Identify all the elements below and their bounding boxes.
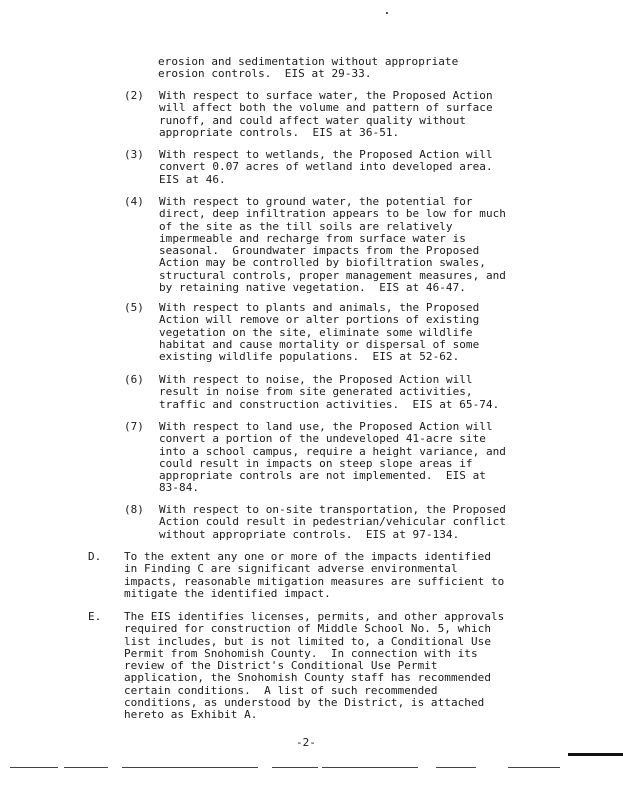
item-text: With respect to noise, the Proposed Action will result in noise from site generated activities, traffic and construction activities. EIS at 65-74. xyxy=(159,373,500,411)
item-text: With respect to plants and animals, the Proposed Action will remove or alter portions of existing vegetation on the site, eliminate some wildlife habitat and cause mortality or dispersal of some existing wildlife populations. EIS at 52-62. xyxy=(159,301,480,364)
item-number: (2) xyxy=(124,89,144,102)
item-number: (6) xyxy=(124,373,144,386)
scan-bottom-line xyxy=(272,767,318,768)
item-text: With respect to land use, the Proposed Action will convert a portion of the undeveloped 41-acre site into a school campus, require a height variance, and could result in impacts on steep slope areas if appropriate controls are not implemented. EIS at 83-84. xyxy=(159,420,506,495)
scan-speck xyxy=(386,12,388,14)
item-number: (8) xyxy=(124,503,144,516)
scan-bottom-line xyxy=(64,767,108,768)
scan-bottom-line xyxy=(322,767,418,768)
section-text: To the extent any one or more of the impacts identified in Finding C are significant adverse environmental impacts, reasonable mitigation measures are sufficient to mitigate the identified impact. xyxy=(124,550,505,600)
section-letter: E. xyxy=(88,610,102,623)
item-number: (5) xyxy=(124,301,144,314)
item-number: (7) xyxy=(124,420,144,433)
item-number: (4) xyxy=(124,195,144,208)
continuation-paragraph: erosion and sedimentation without appropriate erosion controls. EIS at 29-33. xyxy=(158,55,459,81)
item-text: With respect to surface water, the Proposed Action will affect both the volume and pattern of surface runoff, and could affect water quality without appropriate controls. EIS at 36-51. xyxy=(159,89,493,139)
scan-bottom-line xyxy=(10,767,58,768)
item-text: With respect to on-site transportation, the Proposed Action could result in pedestrian/vehicular conflict without appropriate controls. EIS at 97-134. xyxy=(159,503,506,541)
section-text: The EIS identifies licenses, permits, and other approvals required for construction of Middle School No. 5, which list includes, but is not limited to, a Conditional Use Permit from Snohomish County. In connection with its review of the District's Conditional Use Permit application, the Snohomish County staff has recommended certain conditions. A list of such recommended conditions, as understood by the District, is attached hereto as Exhibit A. xyxy=(124,610,505,722)
scan-bottom-line xyxy=(508,767,560,768)
scan-bottom-line xyxy=(122,767,258,768)
page-number: -2- xyxy=(296,736,316,749)
item-text: With respect to ground water, the potential for direct, deep infiltration appears to be low for much of the site as the till soils are relatively impermeable and recharge from surface water is seasonal. Groundwater impacts from the Proposed Action may be controlled by biofiltration swales, structural controls, proper management measures, and by retaining native vegetation. EIS at 46-47. xyxy=(159,195,506,295)
scan-edge-mark xyxy=(568,753,623,756)
item-number: (3) xyxy=(124,148,144,161)
section-letter: D. xyxy=(88,550,102,563)
item-text: With respect to wetlands, the Proposed Action will convert 0.07 acres of wetland into developed area. EIS at 46. xyxy=(159,148,493,186)
scan-bottom-line xyxy=(436,767,476,768)
